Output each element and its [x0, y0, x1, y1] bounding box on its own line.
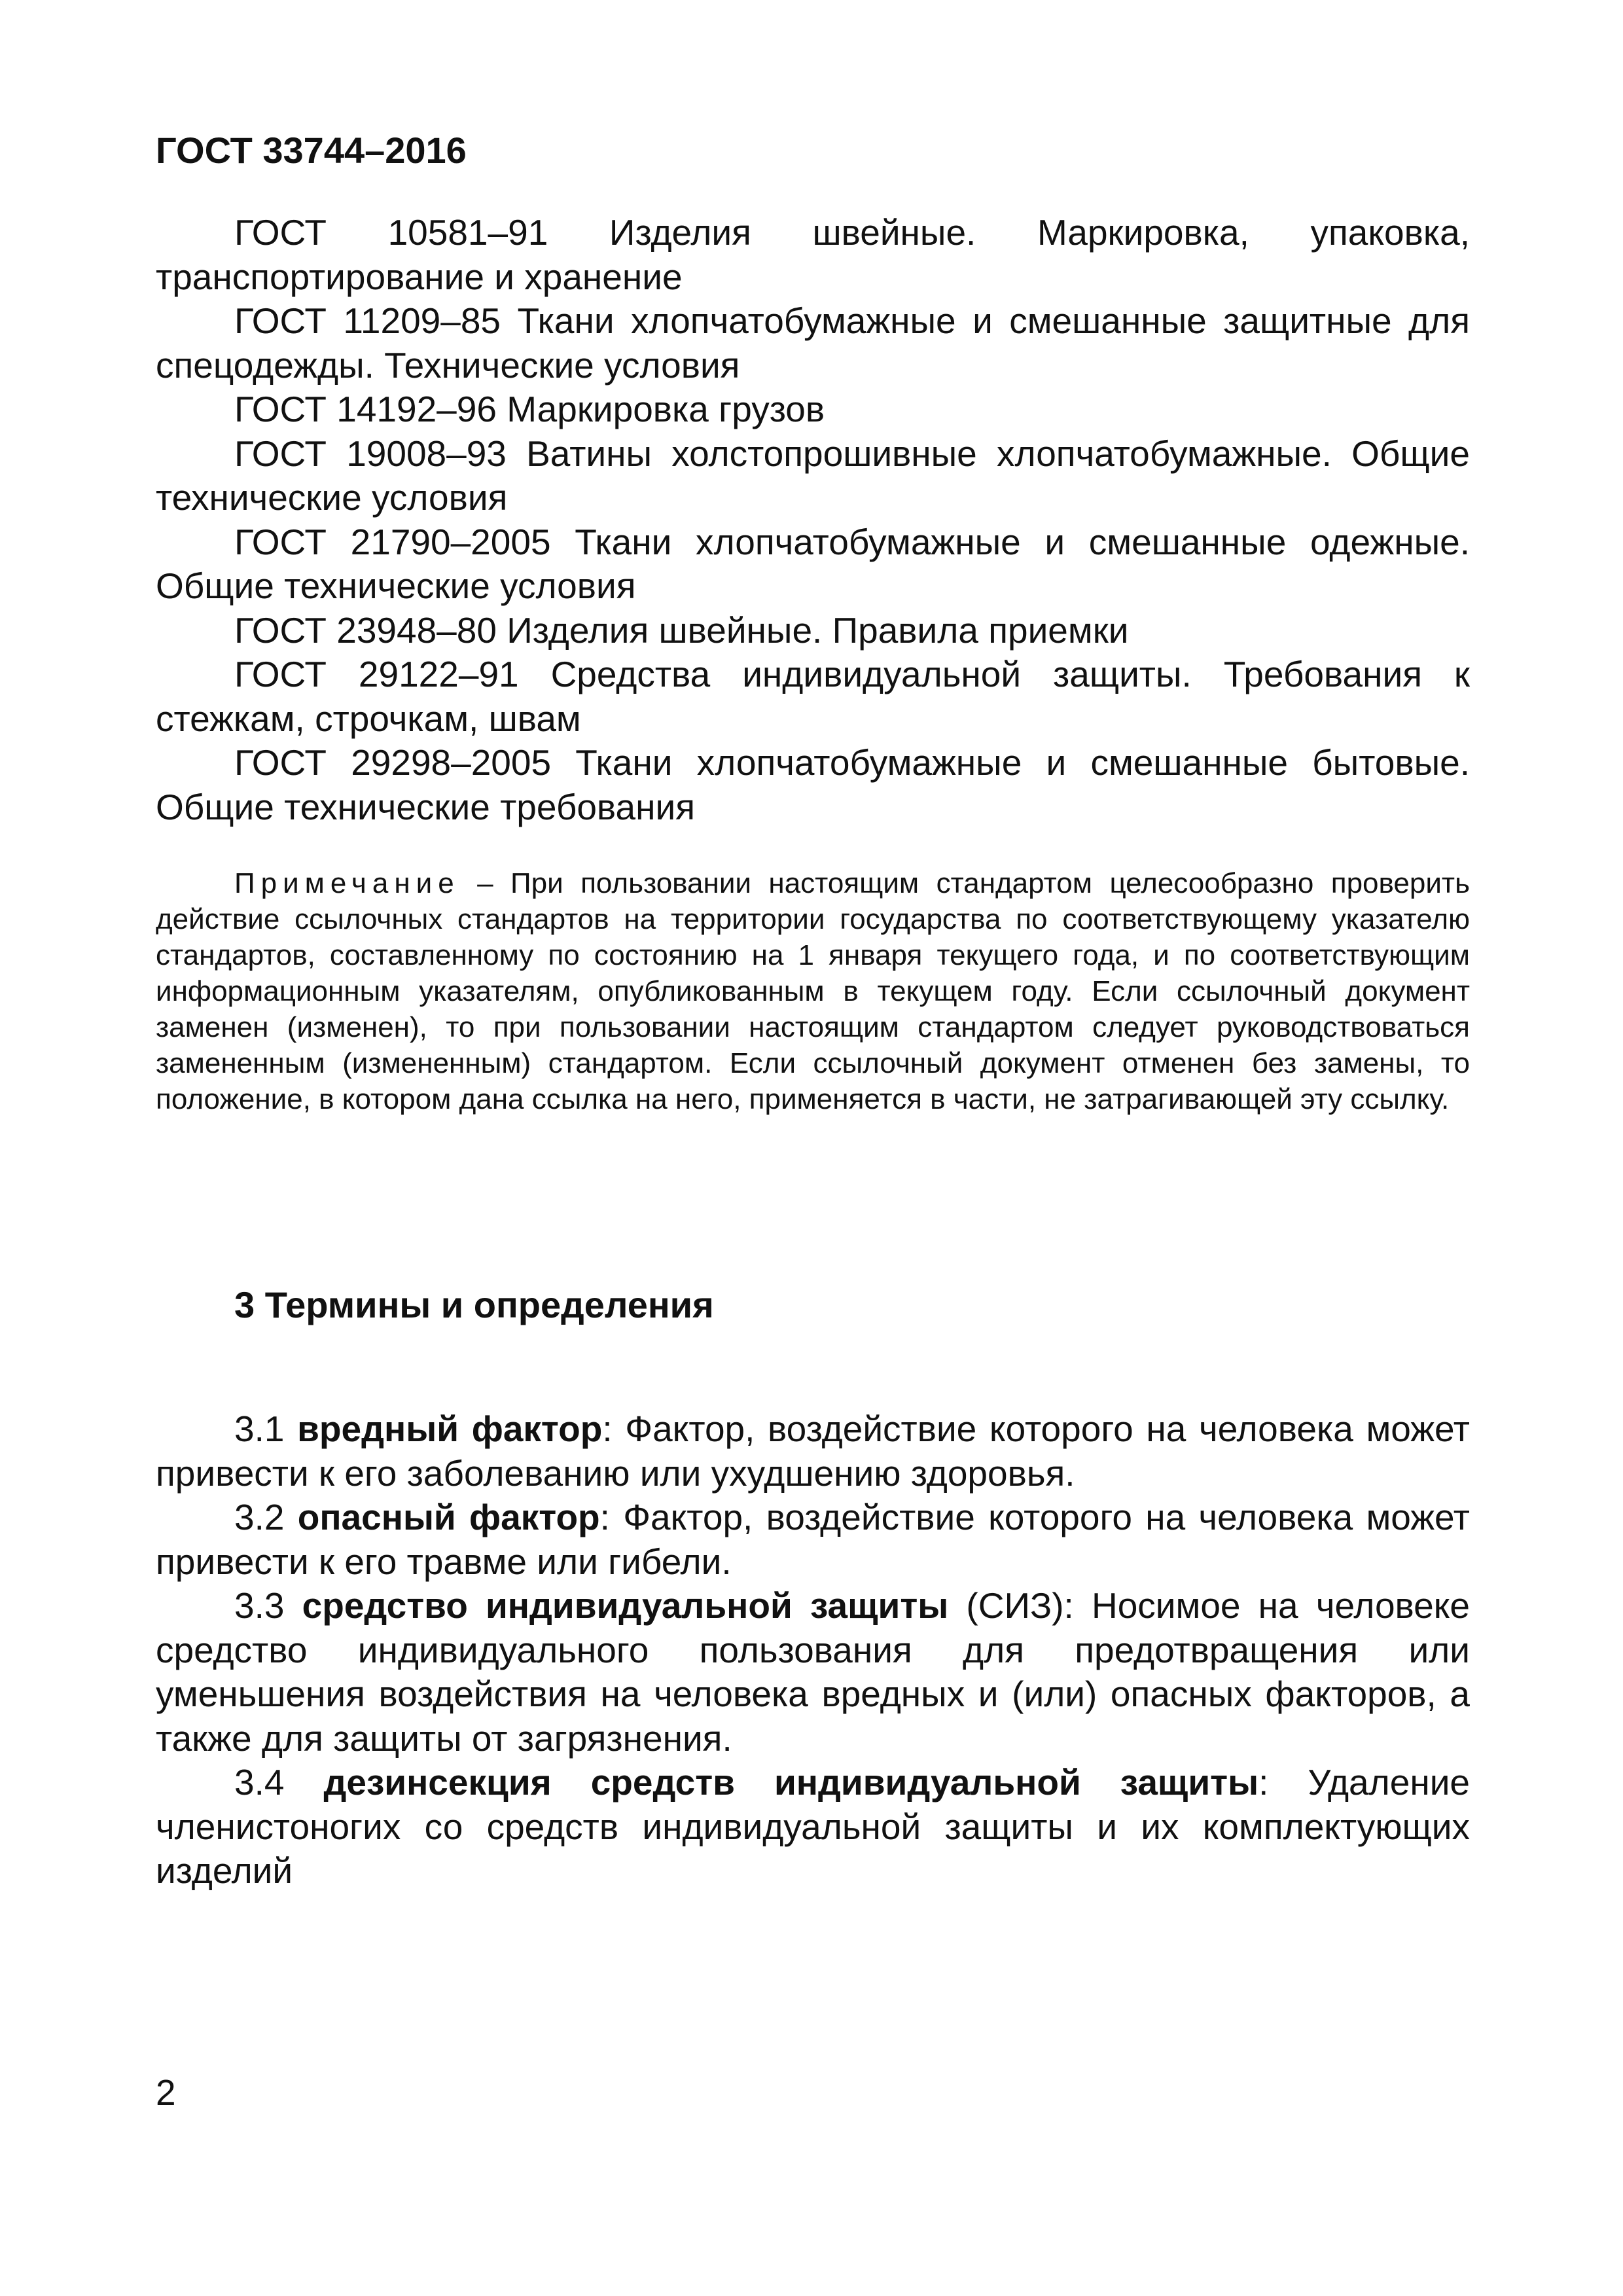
term-number: 3.3 [234, 1585, 302, 1626]
reference-item: ГОСТ 14192–96 Маркировка грузов [234, 389, 825, 429]
term-entry [156, 1496, 1470, 1584]
reference-item: ГОСТ 21790–2005 Ткани хлопчатобумажные и смешанные одежные. Общие технические условия [156, 521, 1470, 606]
term-definition: : Фактор, воздействие которого на человека может привести к его травме или гибели. [156, 1497, 1470, 1582]
reference-item: ГОСТ 11209–85 Ткани хлопчатобумажные и смешанные защитные для спецодежды. Технические условия [156, 300, 1470, 386]
term-number: 3.1 [234, 1408, 298, 1449]
note-label: Примечание [234, 867, 460, 899]
reference-item: ГОСТ 19008–93 Ватины холстопрошивные хлопчатобумажные. Общие технические условия [156, 433, 1470, 518]
reference-item: ГОСТ 29298–2005 Ткани хлопчатобумажные и смешанные бытовые. Общие технические требования [156, 742, 1470, 827]
term-entry [156, 1584, 1470, 1761]
normative-references-list [156, 211, 1470, 829]
term-name: средство индивидуальной защиты [302, 1585, 949, 1626]
term-entry [156, 1761, 1470, 1893]
page-header-standard-code: ГОСТ 33744–2016 [156, 130, 467, 171]
term-definition: (СИЗ): Носимое на человеке средство индивидуального пользования для предотвращения или уменьшения воздействия на человека вредных и (или) опасных факторов, а также для защиты от загрязнения. [156, 1585, 1470, 1759]
term-definition: : Удаление членистоногих со средств индивидуальной защиты и их комплектующих изделий [156, 1762, 1471, 1891]
reference-item: ГОСТ 23948–80 Изделия швейные. Правила приемки [234, 609, 1129, 651]
term-name: дезинсекция средств индивидуальной защиты [323, 1762, 1259, 1803]
term-number: 3.2 [234, 1497, 298, 1537]
term-definition: : Фактор, воздействие которого на человека может привести к его заболеванию или ухудшению здоровья. [156, 1408, 1470, 1494]
reference-item: ГОСТ 10581–91 Изделия швейные. Маркировка, упаковка, транспортирование и хранение [156, 212, 1470, 297]
terms-definitions-list [156, 1407, 1470, 1893]
term-number: 3.4 [234, 1762, 324, 1803]
page-number: 2 [156, 2072, 176, 2113]
note-text: – При пользовании настоящим стандартом целесообразно проверить действие ссылочных стандартов на территории государства по соответствующему указателю стандартов, составленному по состоянию на 1 января текущего года, и по соответствующим информационным указателям, опубликованным в текущем году. Если ссылочный документ заменен (изменен), то при пользовании настоящим стандартом следует руководствоваться замененным (измененным) стандартом. Если ссылочный документ отменен без замены, то положение, в котором дана ссылка на него, применяется в части, не затрагивающей эту ссылку. [156, 867, 1470, 1115]
term-name: опасный фактор [297, 1497, 600, 1537]
reference-item: ГОСТ 29122–91 Средства индивидуальной защиты. Требования к стежкам, строчкам, швам [156, 654, 1470, 739]
note-paragraph [156, 865, 1470, 1117]
section-title: 3 Термины и определения [234, 1284, 714, 1325]
term-name: вредный фактор [297, 1408, 603, 1449]
term-entry [156, 1407, 1470, 1496]
